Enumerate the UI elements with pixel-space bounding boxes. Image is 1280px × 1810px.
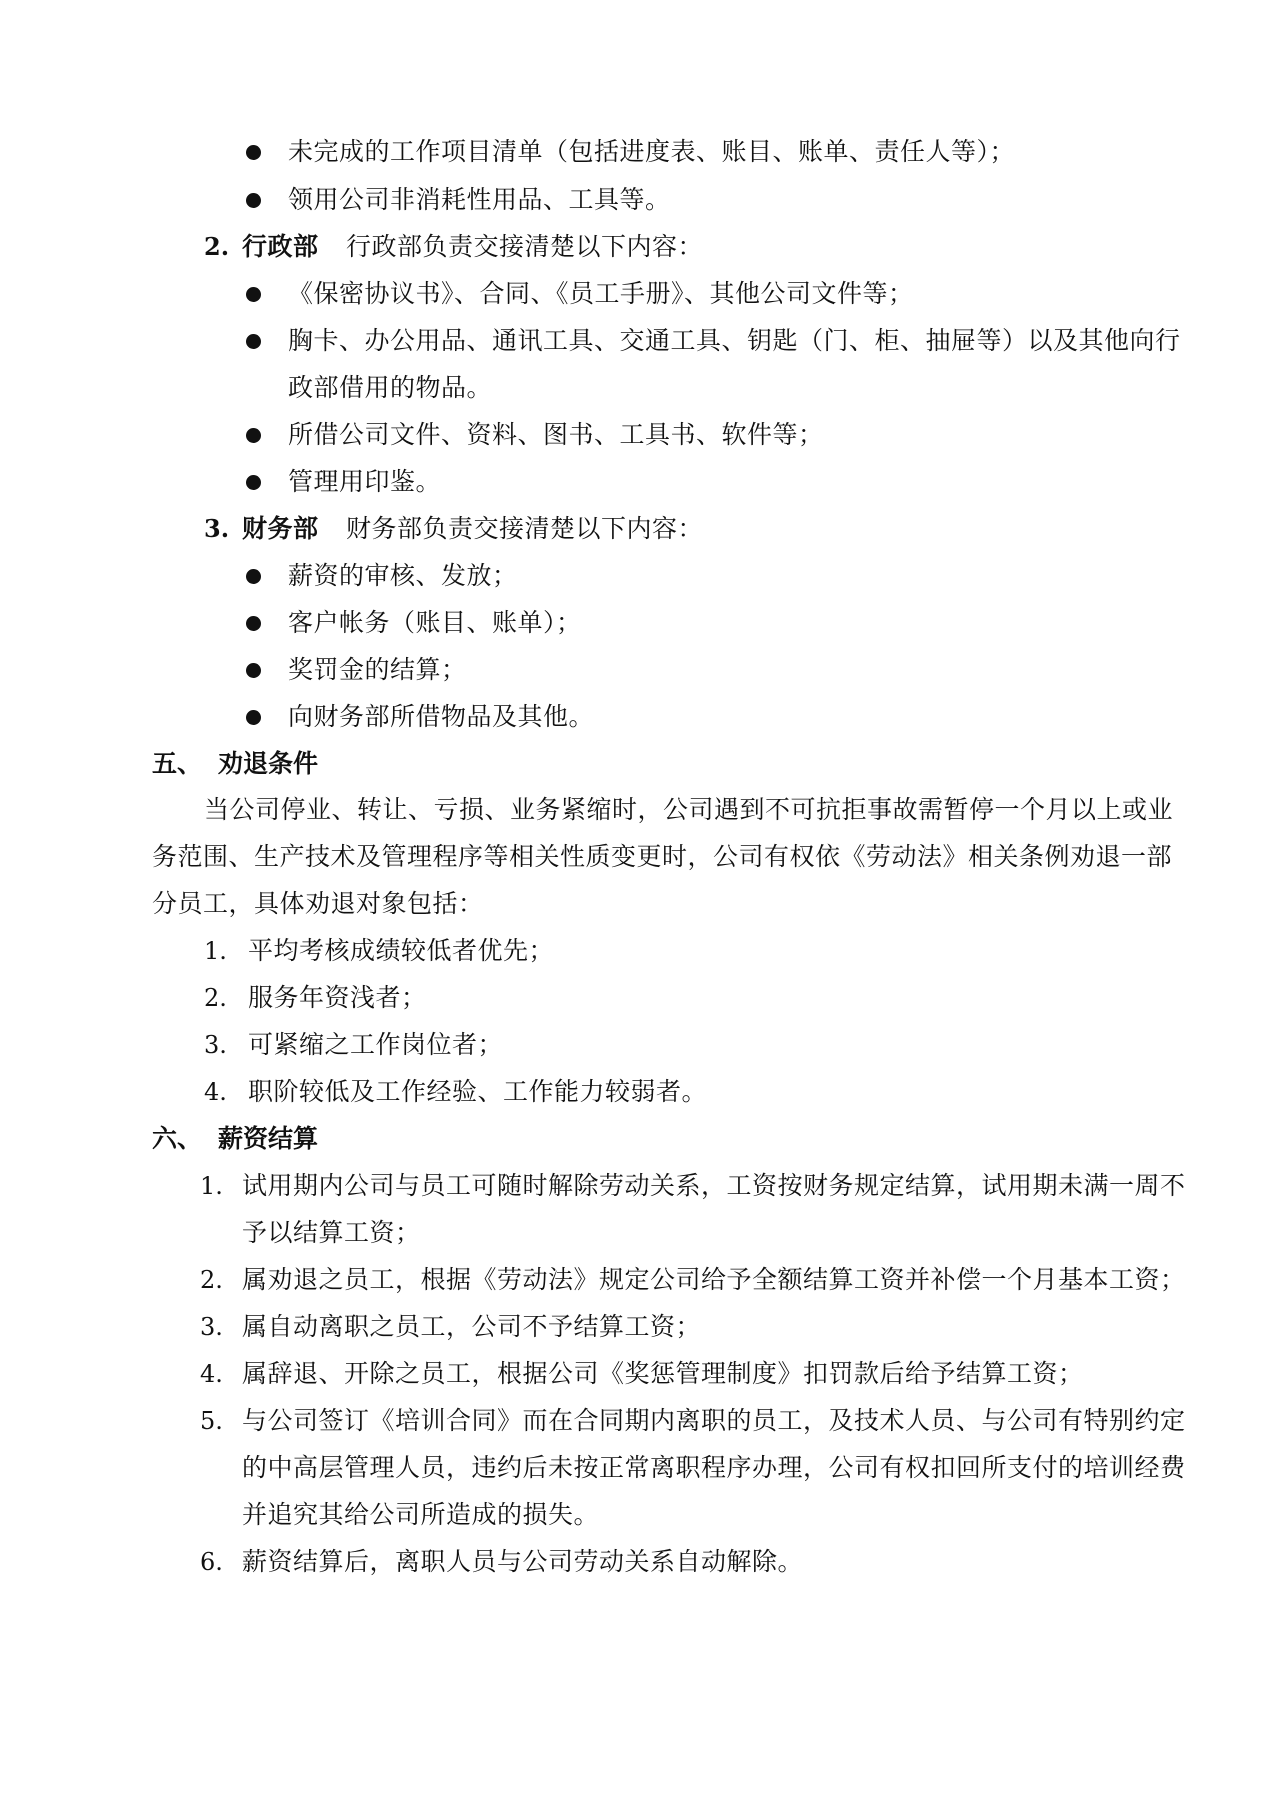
bullet-icon (246, 287, 261, 302)
item-number: 1. (204, 937, 227, 965)
list-item: 属辞退、开除之员工，根据公司《奖惩管理制度》扣罚款后给予结算工资； (242, 1359, 1084, 1388)
bullet-icon (246, 145, 261, 160)
item-number: 3. (204, 1031, 227, 1059)
list-item: 奖罚金的结算； (288, 655, 467, 684)
list-item: 职阶较低及工作经验、工作能力较弱者。 (248, 1077, 708, 1106)
paragraph-line: 分员工，具体劝退对象包括： (152, 889, 484, 918)
list-item: 向财务部所借物品及其他。 (288, 702, 595, 731)
item-number: 4. (200, 1360, 223, 1388)
list-item: 薪资结算后，离职人员与公司劳动关系自动解除。 (242, 1547, 804, 1576)
item-number: 3. (200, 1313, 223, 1341)
bullet-icon (246, 193, 261, 208)
item-title: 财务部 (242, 514, 319, 543)
section-number: 五、 (152, 749, 203, 778)
bullet-icon (246, 475, 261, 490)
bullet-icon (246, 428, 261, 443)
list-item: 可紧缩之工作岗位者； (248, 1030, 504, 1059)
list-item: 客户帐务（账目、账单）； (288, 608, 582, 637)
item-number: 3. (204, 514, 230, 543)
paragraph-line: 当公司停业、转让、亏损、业务紧缩时，公司遇到不可抗拒事故需暂停一个月以上或业 (204, 795, 1174, 824)
list-item: 属劝退之员工，根据《劳动法》规定公司给予全额结算工资并补偿一个月基本工资； (242, 1265, 1186, 1294)
list-item: 属自动离职之员工，公司不予结算工资； (242, 1312, 702, 1341)
item-description: 行政部负责交接清楚以下内容： (346, 232, 704, 261)
list-item: 胸卡、办公用品、通讯工具、交通工具、钥匙（门、柜、抽屉等）以及其他向行 (288, 326, 1181, 355)
item-number: 6. (200, 1548, 223, 1576)
paragraph-line: 务范围、生产技术及管理程序等相关性质变更时，公司有权依《劳动法》相关条例劝退一部 (152, 842, 1173, 871)
bullet-icon (246, 710, 261, 725)
list-item: 服务年资浅者； (248, 983, 427, 1012)
bullet-icon (246, 616, 261, 631)
item-number: 1. (200, 1172, 223, 1200)
list-item: 《保密协议书》、合同、《员工手册》、其他公司文件等； (288, 279, 914, 308)
list-item: 未完成的工作项目清单（包括进度表、账目、账单、责任人等）； (288, 137, 1016, 166)
bullet-icon (246, 663, 261, 678)
list-item: 平均考核成绩较低者优先； (248, 936, 555, 965)
list-item: 与公司签订《培训合同》而在合同期内离职的员工，及技术人员、与公司有特别约定 (242, 1406, 1186, 1435)
list-item: 所借公司文件、资料、图书、工具书、软件等； (288, 420, 824, 449)
item-title: 行政部 (242, 232, 319, 261)
list-item-continuation: 的中高层管理人员，违约后未按正常离职程序办理，公司有权扣回所支付的培训经费 (242, 1453, 1186, 1482)
item-number: 2. (204, 984, 227, 1012)
item-number: 2. (204, 232, 230, 261)
list-item: 管理用印鉴。 (288, 467, 442, 496)
section-number: 六、 (152, 1124, 203, 1153)
list-item-continuation: 并追究其给公司所造成的损失。 (242, 1500, 600, 1529)
item-number: 2. (200, 1266, 223, 1294)
section-title: 薪资结算 (218, 1124, 319, 1153)
list-item: 薪资的审核、发放； (288, 561, 518, 590)
bullet-icon (246, 569, 261, 584)
list-item: 试用期内公司与员工可随时解除劳动关系，工资按财务规定结算，试用期未满一周不 (242, 1171, 1186, 1200)
section-title: 劝退条件 (218, 749, 319, 778)
bullet-icon (246, 334, 261, 349)
list-item-continuation: 予以结算工资； (242, 1218, 421, 1247)
item-description: 财务部负责交接清楚以下内容： (346, 514, 704, 543)
list-item-continuation: 政部借用的物品。 (288, 373, 493, 402)
item-number: 5. (200, 1407, 223, 1435)
list-item: 领用公司非消耗性用品、工具等。 (288, 185, 671, 214)
item-number: 4. (204, 1078, 227, 1106)
